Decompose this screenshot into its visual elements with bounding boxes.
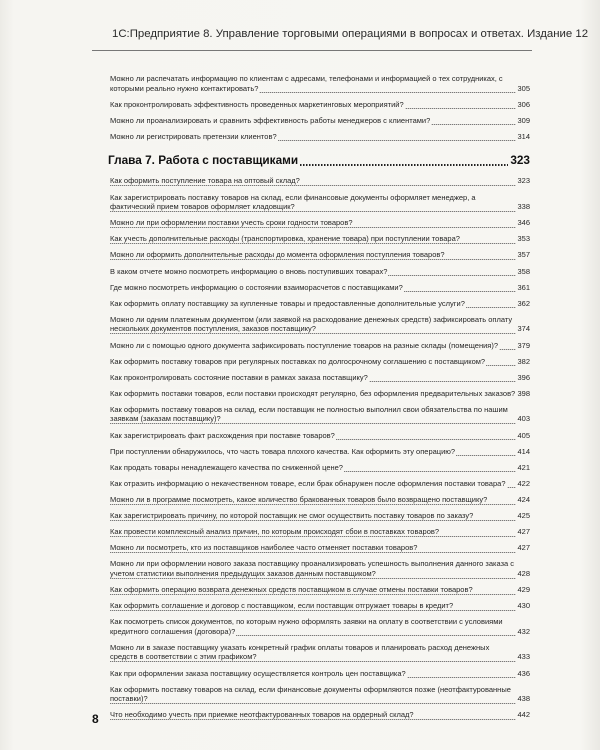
toc-entry-page: 442 (517, 710, 530, 720)
toc-entry-title: Можно ли с помощью одного документа зафиксировать поступление товаров на разные склады (помещения)? (110, 340, 499, 350)
toc-entry-page: 362 (517, 298, 530, 308)
toc-entry[interactable] (92, 617, 532, 636)
toc-entry-leader (110, 218, 516, 228)
toc-entry-page: 358 (517, 266, 530, 276)
toc-entry-title: При поступлении обнаружилось, что часть товара плохого качества. Как оформить эту операцию? (110, 446, 456, 456)
toc-entry[interactable] (92, 132, 532, 142)
toc-entry-leader (110, 357, 516, 367)
toc-entry[interactable] (92, 447, 532, 457)
toc-entry-page: 357 (517, 250, 530, 260)
toc-entry-leader (110, 405, 516, 424)
toc-entry-leader (110, 116, 516, 126)
toc-entry[interactable] (92, 176, 532, 186)
toc-entry-leader (110, 315, 516, 334)
toc-entry[interactable] (92, 234, 532, 244)
toc-entry-page: 346 (517, 218, 530, 228)
toc-entry-leader (110, 373, 516, 383)
toc-entry-title: Как оформить операцию возврата денежных средств поставщиком в случае отмены поставки товаров? (110, 585, 473, 594)
toc-entry[interactable] (92, 463, 532, 473)
toc-entry-title: Как оформить оплату поставщику за купленные товары и предоставленные дополнительные услуги? (110, 298, 465, 308)
toc-section-previous (92, 74, 532, 141)
toc-entry-page: 353 (517, 234, 530, 244)
toc-entry-leader (110, 250, 516, 260)
chapter-heading[interactable] (92, 153, 532, 167)
toc-entry-leader (110, 447, 516, 457)
toc-entry[interactable] (92, 100, 532, 110)
toc-entry[interactable] (92, 267, 532, 277)
toc-entry-title: Можно ли одним платежным документом (или заявкой на расходование денежных средств) зафиксировать оплату нескольких документов поступления, заказов поставщику? (110, 314, 513, 334)
toc-entry-leader (110, 389, 516, 399)
toc-entry[interactable] (92, 559, 532, 578)
toc-entry-page: 314 (517, 131, 530, 141)
toc-entry[interactable] (92, 250, 532, 260)
header-divider (92, 50, 532, 51)
toc-entry-page: 309 (517, 115, 530, 125)
toc-entry-title: Можно ли при оформлении поставки учесть сроки годности товаров? (110, 218, 353, 228)
toc-entry-leader (110, 669, 516, 679)
toc-entry-title: Как продать товары ненадлежащего качества по сниженной цене? (110, 462, 343, 472)
toc-entry-page: 323 (517, 176, 530, 186)
page-number: 8 (92, 712, 99, 726)
toc-entry[interactable] (92, 299, 532, 309)
running-header: 1С:Предприятие 8. Управление торговыми операциями в вопросах и ответах. Издание 12 (112, 28, 589, 40)
toc-entry[interactable] (92, 116, 532, 126)
toc-entry-title: Что необходимо учесть при приемке неотфактурованных товаров на ордерный склад? (110, 710, 414, 720)
toc-entry-title: Как посмотреть список документов, по которым нужно оформлять заявки на оплату в соответствии с условиями кредитного соглашения (договора)? (110, 617, 503, 636)
toc-entry[interactable] (92, 585, 532, 595)
toc-entry-title: Как проконтролировать эффективность проведенных маркетинговых мероприятий? (110, 99, 404, 109)
toc-entry-page: 422 (517, 478, 530, 488)
toc-entry-title: Где можно посмотреть информацию о состоянии взаиморасчетов с поставщиками? (110, 282, 403, 292)
toc-entry-title: Как оформить поставку товаров на склад, если поставщик не полностью выполнил свои обязательства по нашим заявкам (заказам поставщику)? (110, 404, 508, 424)
toc-entry-leader (110, 74, 516, 93)
toc-entry[interactable] (92, 405, 532, 424)
toc-entry-leader (110, 543, 516, 553)
toc-entry[interactable] (92, 431, 532, 441)
toc-entry-leader (110, 299, 516, 309)
toc-entry-page: 405 (517, 430, 530, 440)
toc-entry-title: Как при оформлении заказа поставщику осуществляется контроль цен поставщика? (110, 668, 406, 678)
toc-entry-page: 396 (517, 372, 530, 382)
toc-entry-page: 428 (517, 568, 530, 578)
toc-entry-leader (110, 176, 516, 186)
toc-entry-leader (110, 463, 516, 473)
toc-entry-title: Как отразить информацию о некачественном товаре, если брак обнаружен после оформления поставки товара? (110, 478, 506, 488)
toc-entry-title: Как проконтролировать состояние поставки в рамках заказа поставщику? (110, 372, 368, 382)
toc-entry-page: 382 (517, 356, 530, 366)
toc-entry[interactable] (92, 710, 532, 720)
toc-entry-page: 427 (517, 543, 530, 553)
toc-entry[interactable] (92, 669, 532, 679)
toc-entry-page: 421 (517, 462, 530, 472)
toc-entry-page: 306 (517, 99, 530, 109)
chapter-title: Глава 7. Работа с поставщиками (108, 153, 299, 168)
toc-entry-title: Можно ли при оформлении нового заказа поставщику проанализировать успешность выполнения данного заказа с учетом статистики выполнения предыдущих заказов данным поставщиком? (110, 559, 515, 578)
toc-entry-title: Как провести комплексный анализ причин, по которым происходят сбои в поставках товаров? (110, 527, 440, 537)
toc-entry-title: Можно ли проанализировать и сравнить эффективность работы менеджеров с клиентами? (110, 115, 431, 125)
toc-entry[interactable] (92, 315, 532, 334)
toc-entry-leader (110, 283, 516, 293)
toc-entry-leader (110, 100, 516, 110)
toc-entry-leader (110, 527, 516, 537)
toc-entry-title: Как оформить соглашение и договор с поставщиком, если поставщик отгружает товары в кредит? (110, 601, 454, 611)
toc-entry[interactable] (92, 543, 532, 553)
toc-entry-title: Как оформить поставку товаров при регулярных поставках по долгосрочному соглашению с поставщиком? (110, 356, 486, 366)
toc-entry-page: 429 (517, 585, 530, 594)
toc-entry-title: Можно ли регистрировать претензии клиентов? (110, 131, 277, 141)
toc-entry-title: Как оформить поставку товаров на склад, если финансовые документы оформляются позже (неотфактурованные поставки)? (110, 684, 511, 704)
toc-entry-page: 425 (517, 511, 530, 521)
toc-entry-page: 379 (517, 340, 530, 350)
toc-entry[interactable] (92, 74, 532, 93)
chapter-page-number: 323 (510, 153, 530, 168)
toc-entry[interactable] (92, 527, 532, 537)
toc-entry-page: 398 (517, 388, 530, 398)
toc-entry-leader (110, 617, 516, 636)
toc-entry-page: 424 (517, 494, 530, 504)
toc-entry[interactable] (92, 495, 532, 505)
toc-entry-title: Можно ли оформить дополнительные расходы до момента оформления поступления товаров? (110, 250, 445, 260)
toc-entry[interactable] (92, 283, 532, 293)
toc-entry-page: 430 (517, 601, 530, 611)
toc-entry-title: Как зарегистрировать причину, по которой поставщик не смог осуществить поставку товаров по заказу? (110, 511, 474, 521)
toc-entry-page: 338 (517, 202, 530, 212)
toc-entry-title: Можно ли в программе посмотреть, какое количество бракованных товаров было возвращено поставщику? (110, 494, 488, 504)
toc-entry-page: 427 (517, 527, 530, 537)
toc-entry[interactable] (92, 643, 532, 662)
toc-entry-leader (110, 267, 516, 277)
toc-entry-leader (110, 132, 516, 142)
toc-entry-title: Как оформить поступление товара на оптовый склад? (110, 176, 300, 186)
toc-entry-title: Как учесть дополнительные расходы (транспортировка, хранение товара) при поступлении товара? (110, 234, 460, 244)
toc-entry-page: 432 (517, 626, 530, 636)
toc-entry-leader (110, 193, 516, 212)
chapter-title-leader (108, 153, 508, 167)
toc-entry-leader (110, 431, 516, 441)
toc-entry-page: 305 (517, 83, 530, 93)
toc-entry[interactable] (92, 479, 532, 489)
toc-entry-leader (110, 495, 516, 505)
toc-entry-title: Как зарегистрировать поставку товаров на склад, если финансовые документы оформляет менеджер, а фактический прием товаров оформляет кладовщик? (110, 192, 476, 212)
toc-section-chapter-7 (92, 176, 532, 719)
toc-entry-title: В каком отчете можно посмотреть информацию о вновь поступивших товарах? (110, 266, 388, 276)
toc-entry[interactable] (92, 357, 532, 367)
toc-entry[interactable] (92, 389, 532, 399)
toc-entry-page: 414 (517, 446, 530, 456)
toc-entry-leader (110, 643, 516, 662)
toc-entry-title: Как оформить поставки товаров, если поставки происходят регулярно, без оформления предварительных заказов? (110, 388, 516, 398)
toc-entry-title: Можно ли распечатать информацию по клиентам с адресами, телефонами и информацией о тех сотрудниках, с которыми реально нужно контактировать? (110, 74, 503, 93)
toc-entry-leader (110, 585, 516, 595)
toc-entry-leader (110, 511, 516, 521)
toc-entry[interactable] (92, 193, 532, 212)
toc-entry-page: 403 (517, 414, 530, 424)
toc-entry-page: 433 (517, 652, 530, 662)
toc-entry-leader (110, 479, 516, 489)
toc-entry-page: 436 (517, 668, 530, 678)
toc-entry-page: 361 (517, 282, 530, 292)
toc-entry-page: 374 (517, 324, 530, 334)
toc-entry[interactable] (92, 341, 532, 351)
toc-entry-leader (110, 341, 516, 351)
toc-entry-leader (110, 559, 516, 578)
toc-entry[interactable] (92, 601, 532, 611)
table-of-contents (92, 74, 532, 726)
toc-entry-leader (110, 601, 516, 611)
toc-entry-leader (110, 710, 516, 720)
toc-entry-title: Как зарегистрировать факт расхождения при поставке товаров? (110, 430, 335, 440)
toc-entry[interactable] (92, 218, 532, 228)
toc-entry[interactable] (92, 685, 532, 704)
toc-entry-leader (110, 234, 516, 244)
toc-entry-title: Можно ли посмотреть, кто из поставщиков наиболее часто отменяет поставки товаров? (110, 543, 418, 553)
toc-entry[interactable] (92, 511, 532, 521)
toc-entry-page: 438 (517, 694, 530, 704)
toc-entry-title: Можно ли в заказе поставщику указать конкретный график оплаты товаров и планировать расход денежных средств в соответствии с этим графиком? (110, 642, 490, 662)
toc-entry-leader (110, 685, 516, 704)
toc-entry[interactable] (92, 373, 532, 383)
